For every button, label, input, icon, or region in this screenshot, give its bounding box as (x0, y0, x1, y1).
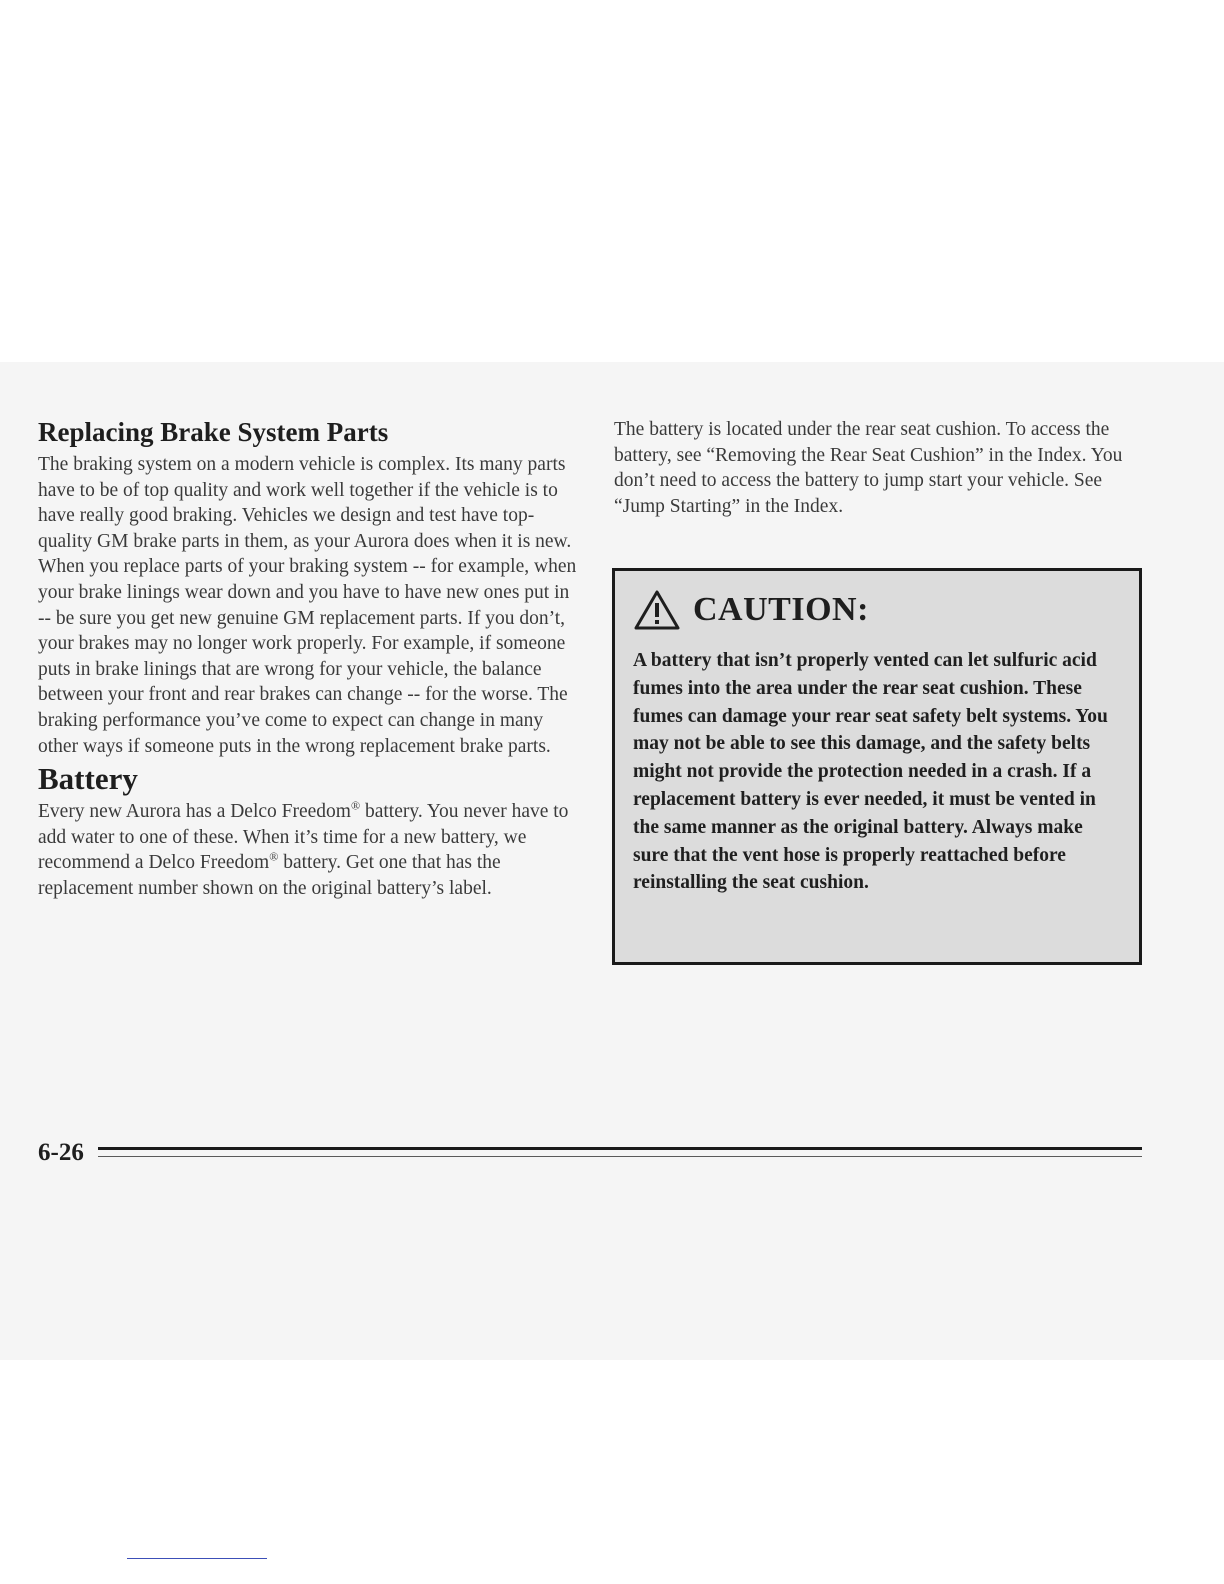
battery-text-part-3: battery. Get one that has the replacement number shown on the original battery’s label. (38, 852, 501, 899)
page-footer (38, 1137, 1142, 1169)
caution-text: A battery that isn’t properly vented can let sulfuric acid fumes into the area under the rear seat cushion. These fumes can damage your rear seat safety belt systems. You may not be able to see this damage, and the safety belts might not provide the protection needed in a crash. If a replacement battery is ever needed, it must be vented in the same manner as the original battery. Always make sure that the vent hose is properly reattached before reinstalling the seat cushion. (633, 650, 1108, 894)
caution-label: CAUTION: (693, 591, 869, 628)
warning-triangle-icon (633, 589, 681, 631)
battery-section-paragraph (38, 799, 578, 901)
battery-section-heading: Battery (38, 761, 138, 797)
registered-mark: ® (269, 849, 279, 864)
brake-section-paragraph: The braking system on a modern vehicle is complex. Its many parts have to be of top quality and work well together if the vehicle is to have really good braking. Vehicles we design and test have top-quality GM brake parts in them, as your Aurora does when it is new. When you replace parts of your braking system -- for example, when your brake linings wear down and you have to have new ones put in -- be sure you get new genuine GM replacement parts. If you don’t, your brakes may no longer work properly. For example, if someone puts in brake linings that are wrong for your vehicle, the balance between your front and rear brakes can change -- for the worse. The braking performance you’ve come to expect can change in many other ways if someone puts in the wrong replacement brake parts. (38, 454, 577, 757)
battery-text-part-2: battery. You never have to add water to one of these. When it’s time for a new battery, we recommend a Delco Freedom (38, 801, 569, 874)
caution-box (612, 568, 1142, 965)
caution-header (633, 589, 1121, 631)
registered-mark: ® (350, 798, 361, 813)
brake-section-heading: Replacing Brake System Parts (38, 417, 389, 447)
battery-location-paragraph: The battery is located under the rear seat cushion. To access the battery, see “Removing the Rear Seat Cushion” in the Index. You don’t need to access the battery to jump start your vehicle. See “Jump Starting” in the Index. (614, 419, 1123, 517)
right-column (614, 417, 1154, 519)
footer-rule (98, 1147, 1142, 1150)
battery-text-part-1: Every new Aurora has a Delco Freedom (38, 801, 351, 823)
left-column (38, 412, 578, 902)
footer-rule-thin (98, 1156, 1142, 1157)
scan-artifact-line (127, 1558, 267, 1559)
page-number: 6-26 (38, 1139, 84, 1166)
